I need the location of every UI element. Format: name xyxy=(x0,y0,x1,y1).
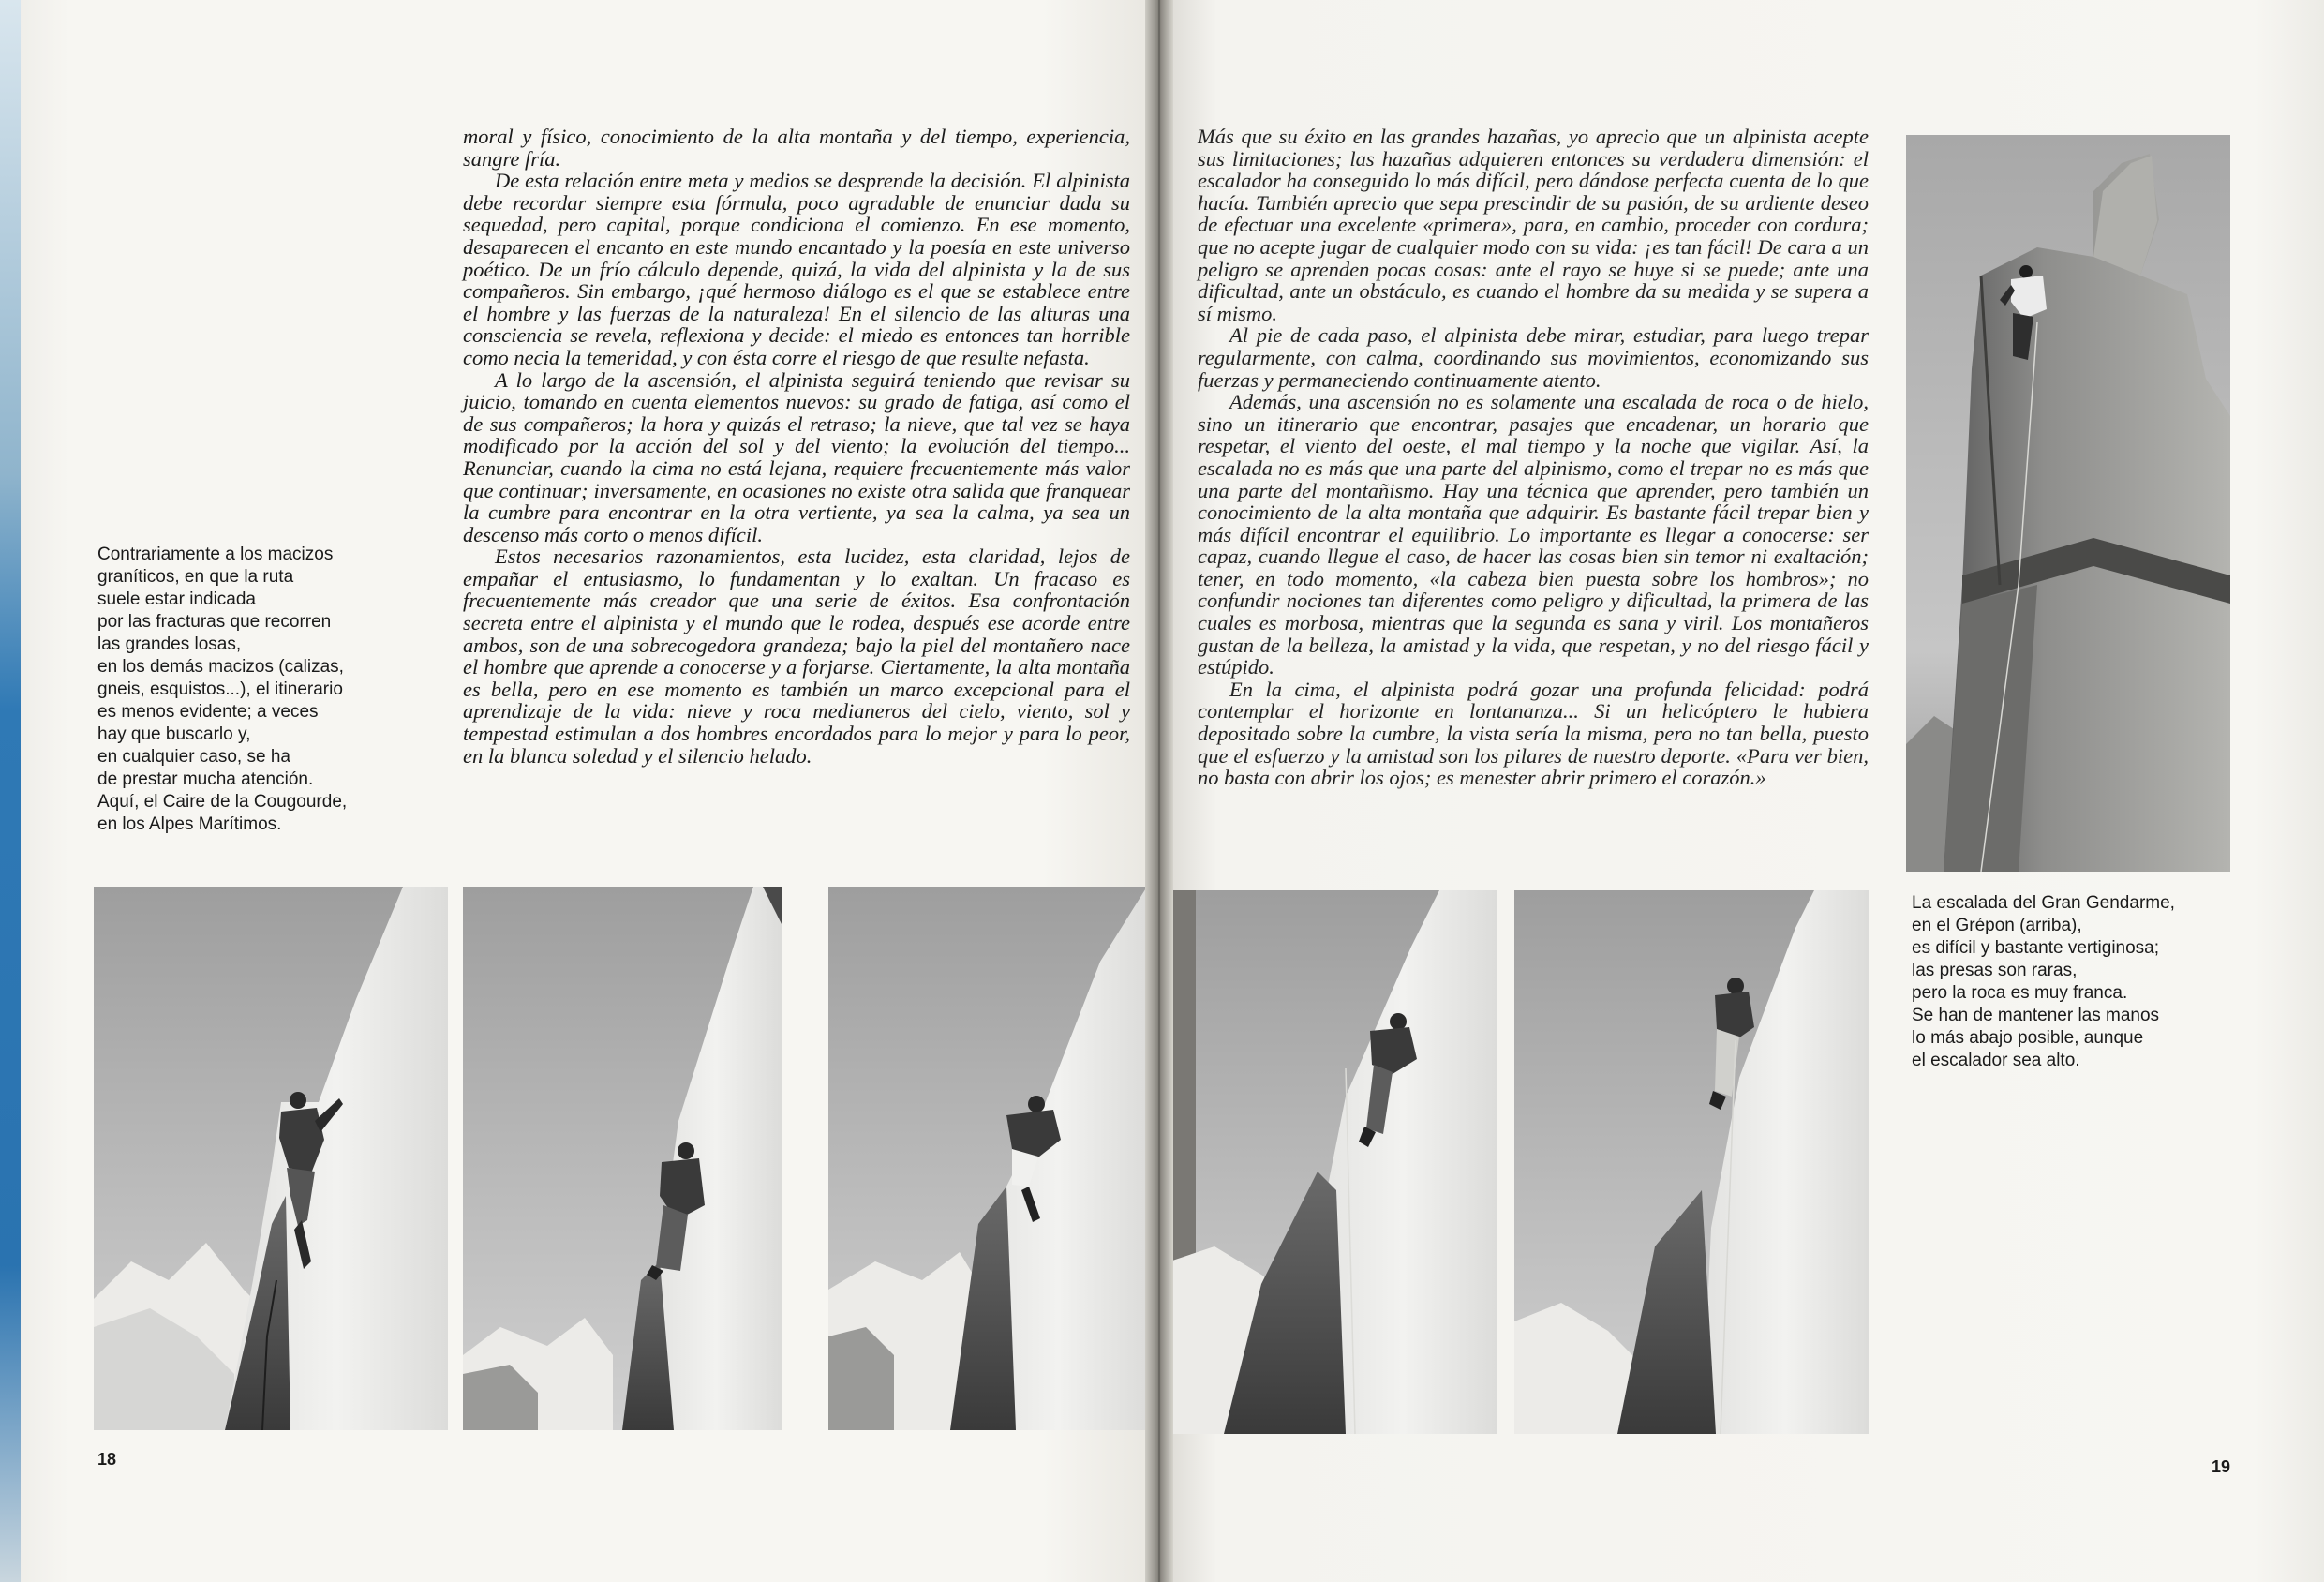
climber-photo-4 xyxy=(1158,890,1497,1434)
caption-line: La escalada del Gran Gendarme, xyxy=(1912,893,2175,913)
caption-line: las presas son raras, xyxy=(1912,961,2078,980)
page-number: 19 xyxy=(2212,1457,2231,1476)
page-edge-blue xyxy=(0,0,21,1582)
caption-line: por las fracturas que recorren xyxy=(97,612,332,632)
caption-line: Contrariamente a los macizos xyxy=(97,545,334,564)
paragraph: A lo largo de la ascensión, el alpinista seguirá teniendo que revisar su juicio, tomando en cuenta elementos nuevos: su grado de fatiga, así como el de sus compañeros; la hora y quizás el retraso; la nieve, que tal vez se haya modificado por la acción del sol y del viento; la evolución del tiempo... Renunciar, cuando la cima no está lejana, requiere frecuentemente más valor que continuar; inversamente, en ocasiones no existe otra salida que franquear la cumbre para encontrar en la otra vertiente, ya sea la calma, ya sea un descenso más corto o menos difícil. xyxy=(463,367,1130,546)
right-caption xyxy=(1912,892,2175,1072)
caption-line: en los demás macizos (calizas, xyxy=(97,657,344,677)
paragraph: Además, una ascensión no es solamente una escalada de roca o de hielo, sino un itinerario que encontrar, pasajes que encadenar, un horario que respetar, el viento del oeste, el mal tiempo y la noche que vigilar. Así, la escalada no es más que una parte del alpinismo, como el trepar no es más que una parte del montañismo. Hay una técnica que aprender, pero también un conocimiento de la alta montaña que adquirir. Es bastante fácil trepar bien y más difícil encontrar el equilibrio. Lo importante es llegar a conocerse: ser capaz, cuando llegue el caso, de hacer las cosas bien sin temor ni exaltación; tener, en todo momento, «la cabeza bien puesta sobre los hombros»; no confundir nociones tan diferentes como peligro y dificultad, la primera de las cuales es morbosa, mientras que la segunda es sana y viril. Los montañeros gustan de la belleza, la amistad y la vida, que respetan, y no del riesgo fácil y estúpido. xyxy=(1198,390,1869,679)
book-spine xyxy=(1145,0,1173,1582)
climber-photo-5 xyxy=(1514,890,1869,1434)
left-page xyxy=(0,0,1158,1582)
caption-line: el escalador sea alto. xyxy=(1912,1051,2080,1070)
gran-gendarme-photo xyxy=(1906,135,2230,872)
left-caption xyxy=(97,544,347,836)
caption-line: es menos evidente; a veces xyxy=(97,702,319,722)
left-body-text xyxy=(463,126,1130,767)
caption-line: hay que buscarlo y, xyxy=(97,724,251,744)
caption-line: es difícil y bastante vertiginosa; xyxy=(1912,938,2160,958)
page-number: 18 xyxy=(97,1450,117,1469)
caption-line: Aquí, el Caire de la Cougourde, xyxy=(97,792,348,812)
paragraph: Al pie de cada paso, el alpinista debe mirar, estudiar, para luego trepar regularmente, con calma, coordinando sus movimientos, economizando sus fuerzas y permaneciendo continuamente atento. xyxy=(1198,323,1869,392)
caption-line: graníticos, en que la ruta xyxy=(97,567,294,587)
caption-line: de prestar mucha atención. xyxy=(97,769,314,789)
caption-line: en cualquier caso, se ha xyxy=(97,747,290,767)
climber-photo-3 xyxy=(828,887,1147,1430)
caption-line: pero la roca es muy franca. xyxy=(1912,983,2128,1003)
caption-line: suele estar indicada xyxy=(97,590,256,609)
caption-line: Se han de mantener las manos xyxy=(1912,1006,2160,1025)
paragraph: Más que su éxito en las grandes hazañas, yo aprecio que un alpinista acepte sus limitaciones; las hazañas adquieren entonces su verdadera dimensión: el escalador ha conseguido lo más difícil, pero dándose perfecta cuenta de lo que hacía. También aprecio que sepa prescindir de su pasión, de su ardiente deseo de efectuar una excelente «primera», para, en cambio, proceder con cordura; que no acepte jugar de cualquier modo con su vida: ¡es tan fácil! De cara a un peligro se aprenden pocas cosas: ante el rayo se huye si se puede; ante una dificultad, ante un obstáculo, es cuando el hombre da su medida y se supera a sí mismo. xyxy=(1198,125,1869,325)
climber-photo-1 xyxy=(94,887,448,1430)
paragraph: Estos necesarios razonamientos, esta lucidez, esta claridad, lejos de empañar el entusiasmo, lo fundamentan y lo exaltan. Un fracaso es frecuentemente más creador que una serie de éxitos. Esa confrontación secreta entre el alpinista y el mundo que le rodea, después ese acorde entre ambos, son de una sobrecogedora grandeza; bajo la piel del montañero nace el hombre que aprende a conocerse y a forjarse. Ciertamente, la alta montaña es bella, pero en ese momento es también un marco excepcional para el aprendizaje de la vida: nieve y roca medianeros del cielo, viento, sol y tempestad estimulan a dos hombres encordados para lo mejor y para lo peor, en la blanca soledad y el silencio helado. xyxy=(463,545,1130,768)
right-body-text xyxy=(1198,126,1869,789)
caption-line: las grandes losas, xyxy=(97,634,242,654)
right-page xyxy=(1158,0,2324,1582)
caption-line: en los Alpes Marítimos. xyxy=(97,814,282,834)
caption-line: lo más abajo posible, aunque xyxy=(1912,1028,2144,1048)
caption-line: en el Grépon (arriba), xyxy=(1912,916,2082,935)
paragraph: moral y físico, conocimiento de la alta montaña y del tiempo, experiencia, sangre fría. xyxy=(463,125,1130,171)
paragraph: En la cima, el alpinista podrá gozar una profunda felicidad: podrá contemplar el horizonte en lontananza... Si un helicóptero le hubiera depositado sobre la cumbre, la vista sería la misma, pero no tan bella, puesto que el esfuerzo y la amistad son los pilares de nuestro deporte. «Para ver bien, no basta con abrir los ojos; es menester abrir primero el corazón.» xyxy=(1198,677,1869,790)
caption-line: gneis, esquistos...), el itinerario xyxy=(97,679,343,699)
climber-photo-2 xyxy=(463,887,782,1430)
paragraph: De esta relación entre meta y medios se desprende la decisión. El alpinista debe recordar siempre esta fórmula, poco agradable de enunciar dada su sequedad, pero capital, porque condiciona el comienzo. En ese momento, desaparecen el encanto en este mundo encantado y la poesía en este universo poético. De un frío cálculo depende, quizá, la vida del alpinista y la de sus compañeros. Sin embargo, ¡qué hermoso diálogo es el que se establece entre el hombre y las fuerzas de la naturaleza! En el silencio de las alturas una consciencia se revela, reflexiona y decide: el miedo es entonces tan horrible como necia la temeridad, y con ésta corre el riesgo de que resulte nefasta. xyxy=(463,169,1130,369)
